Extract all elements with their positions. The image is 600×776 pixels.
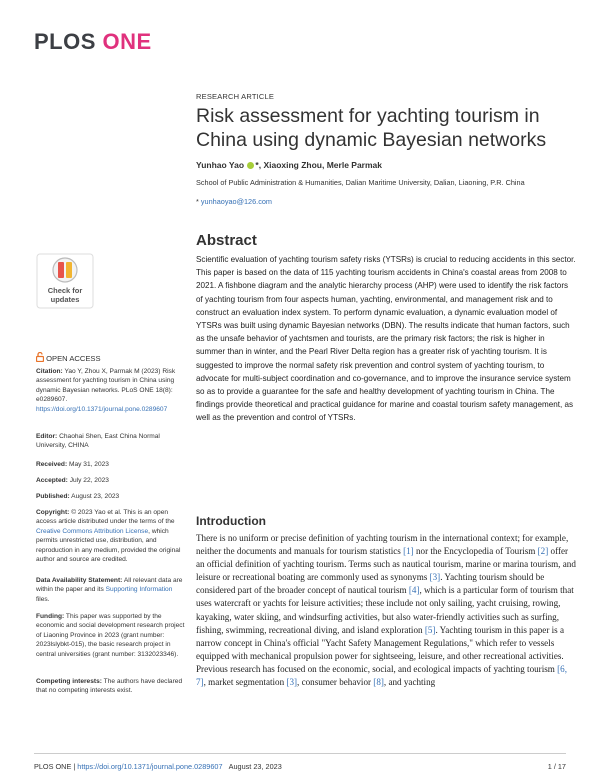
article-title: Risk assessment for yachting tourism in China using dynamic Bayesian networks	[196, 105, 547, 151]
intro-text-segment: nor the Encyclopedia of Tourism	[413, 546, 538, 557]
funding-text: This paper was supported by the economic and social development research project of Liaoning Province in 2023 (grant number: 2023lslybkt-015), the basic research project in central universities (grant number: 3132023346).	[36, 613, 185, 658]
reference-link[interactable]: [2]	[537, 546, 549, 557]
abstract-heading: Abstract	[196, 232, 257, 249]
reference-link[interactable]: [6, 7]	[196, 663, 567, 688]
reference-link[interactable]: [4]	[408, 585, 420, 596]
citation-text: Yao Y, Zhou X, Parmak M (2023) Risk assessment for yachting tourism in China using dynamic Bayesian networks. PLoS ONE 18(8): e0289607.	[36, 368, 176, 404]
introduction-heading: Introduction	[196, 514, 266, 528]
data-availability-text-1: All relevant data are within the paper and its	[36, 577, 183, 594]
accepted-label: Accepted:	[36, 477, 68, 484]
logo-plos: PLOS	[34, 29, 96, 54]
intro-text-segment: offer an official definition of yachting tourism. Terms such as nautical tourism, marine or marina tourism, and leisure or recreational boating are commonly used as synonyms	[196, 546, 576, 583]
reference-link[interactable]: [1]	[403, 546, 414, 557]
author-1[interactable]: Yunhao Yao	[196, 160, 245, 170]
editor-text: Chaohai Shen, East China Normal University, CHINA	[36, 433, 160, 450]
open-lock-icon	[36, 352, 44, 362]
copyright-text-1: © 2023 Yao et al. This is an open access article distributed under the terms of the	[36, 509, 175, 526]
email-link[interactable]: yunhaoyao@126.com	[200, 197, 272, 206]
competing-interests-label: Competing interests:	[36, 678, 102, 685]
page-number: 1 / 17	[547, 762, 566, 771]
copyright-block	[36, 508, 186, 564]
intro-text-segment: . Yachting tourism in this paper is a narrow concept in China's official "Yacht Safety Management Regulations," which refer to vessels equipped with mechanical propulsion power for sightseeing, leisure, and other recreational activities. Previous research has focused on the economic, social, and ecological impacts of yachting tourism	[196, 624, 565, 674]
section-label: RESEARCH ARTICLE	[196, 92, 275, 101]
footer-separator: |	[71, 762, 78, 771]
contact-email	[196, 197, 272, 206]
reference-link[interactable]: [5]	[424, 624, 436, 635]
received-block	[36, 460, 186, 469]
intro-text-segment: , market segmentation	[203, 677, 287, 688]
email-mark: *	[196, 197, 199, 206]
funding-block	[36, 612, 186, 659]
reference-link[interactable]: [3]	[429, 572, 441, 583]
data-availability-block	[36, 576, 186, 604]
published-block	[36, 492, 186, 501]
editor-block	[36, 432, 186, 451]
coauthors: , Xiaoxing Zhou, Merle Parmak	[258, 160, 383, 170]
journal-logo	[34, 29, 152, 55]
data-availability-text-2: files.	[36, 595, 50, 603]
citation-doi-link[interactable]: https://doi.org/10.1371/journal.pone.0289607	[36, 405, 168, 413]
footer-journal: PLOS ONE	[34, 762, 72, 771]
intro-text-segment: . Yachting tourism should be considered part of the broader concept of nautical tourism	[196, 572, 545, 596]
author-list	[196, 160, 382, 170]
abstract-text: Scientific evaluation of yachting tourism safety risks (YTSRs) is crucial to reducing accidents in this sector. This paper is based on the data of 115 yachting tourism accidents in China's coastal areas from 2008 to 2021. A fishbone diagram and the analytic hierarchy process (AHP) were used to identify the risk factors of yachting tourism from four aspects human, yachting, environmental, and management risk and to construct an evaluation index system. To perform dynamic evaluation, a dynamic evaluation model of YTSRs was built using dynamic Bayesian networks (DBN). The results indicate that human factors, such as the unsafe behavior of yachtsmen and tourists, are the primary risk factors; the risk is higher in summer than in winter, and the Pearl River Delta region has a greater risk of yachting tourism. It is suggested to improve the normal safety risk prevention and control system of yachting tourism, to advocate for multi-subject coordination and co-governance, and to improve the insurance service system so as to provide a guarantee for the safe and healthy development of yachting tourism in China. The findings provide theoretical and practical guidance for marine and coastal tourism safety management, as well as the prevention and control of YTSRs.	[196, 255, 576, 423]
published-date: August 23, 2023	[71, 493, 120, 500]
license-link[interactable]: Creative Commons Attribution License	[36, 527, 149, 535]
copyright-text-2: , which permits unrestricted use, distribution, and reproduction in any medium, provided the original author and source are credited.	[36, 527, 181, 564]
intro-text-segment: There is no uniform or precise definition of yachting tourism in the international context; for example, neither the documents and manuals for tourism statistics	[196, 533, 569, 557]
introduction-text	[196, 532, 576, 689]
affiliation: School of Public Administration & Humanities, Dalian Maritime University, Dalian, Liaoning, P.R. China	[196, 178, 525, 187]
footer	[34, 762, 282, 771]
accepted-block	[36, 476, 186, 485]
open-access-label: OPEN ACCESS	[46, 354, 101, 363]
published-label: Published:	[36, 493, 70, 500]
intro-text-segment: , and yachting	[383, 677, 436, 688]
competing-interests-block	[36, 677, 186, 696]
check-for-updates-label[interactable]: Check for updates	[47, 286, 83, 304]
reference-link[interactable]: [8]	[373, 677, 384, 688]
footer-date: August 23, 2023	[228, 762, 282, 771]
orcid-icon[interactable]	[247, 162, 254, 169]
corresponding-mark: *	[255, 160, 259, 170]
intro-text-segment: , consumer behavior	[297, 677, 374, 688]
accepted-date: July 22, 2023	[69, 477, 109, 484]
supporting-info-link[interactable]: Supporting Information	[105, 586, 173, 594]
received-label: Received:	[36, 461, 68, 468]
reference-link[interactable]: [3]	[286, 677, 298, 688]
received-date: May 31, 2023	[69, 461, 109, 468]
citation-label: Citation:	[36, 368, 63, 375]
copyright-label: Copyright:	[36, 509, 70, 516]
funding-label: Funding:	[36, 613, 65, 620]
open-access-badge	[36, 352, 101, 363]
data-availability-label: Data Availability Statement:	[36, 577, 123, 584]
logo-one: ONE	[102, 29, 152, 54]
editor-label: Editor:	[36, 433, 58, 440]
citation-block	[36, 367, 186, 414]
intro-text-segment: , which is a particular form of tourism that uses watercraft or yachts for leisure activities; these include not only sailing, yacht cruising, rowing, kayaking, water skiing, and windsurfing activities, but also water-friendly activities such as surfing, fishing, swimming, recreational diving, and island exploration	[196, 585, 574, 635]
footer-doi-link[interactable]: https://doi.org/10.1371/journal.pone.0289607	[77, 762, 223, 771]
footer-divider	[34, 753, 566, 754]
competing-interests-text: The authors have declared that no competing interests exist.	[36, 678, 183, 695]
